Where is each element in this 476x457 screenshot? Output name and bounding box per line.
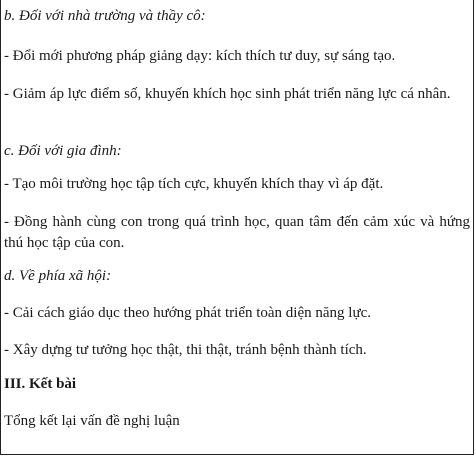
list-item-c1: - Tạo môi trường học tập tích cực, khuyến khích thay vì áp đặt.: [4, 176, 384, 192]
list-item-b2: - Giảm áp lực điểm số, khuyến khích học sinh phát triển năng lực cá nhân.: [4, 86, 451, 102]
list-item-b1: - Đổi mới phương pháp giảng dạy: kích thích tư duy, sự sáng tạo.: [4, 48, 396, 64]
list-item-d1: - Cải cách giáo dục theo hướng phát triển toàn diện năng lực.: [4, 305, 371, 321]
list-item-d2: - Xây dựng tư tưởng học thật, thi thật, tránh bệnh thành tích.: [4, 342, 367, 358]
heading-d: d. Về phía xã hội:: [4, 268, 112, 284]
list-item-c2: - Đồng hành cùng con trong quá trình học, quan tâm đến cảm xúc và hứng thú học tập của con.: [4, 214, 470, 251]
conclusion-text: Tổng kết lại vấn đề nghị luận: [4, 413, 180, 429]
heading-c: c. Đối với gia đình:: [4, 143, 122, 159]
heading-b: b. Đối với nhà trường và thầy cô:: [4, 8, 206, 24]
section-heading-iii: III. Kết bài: [4, 376, 77, 392]
